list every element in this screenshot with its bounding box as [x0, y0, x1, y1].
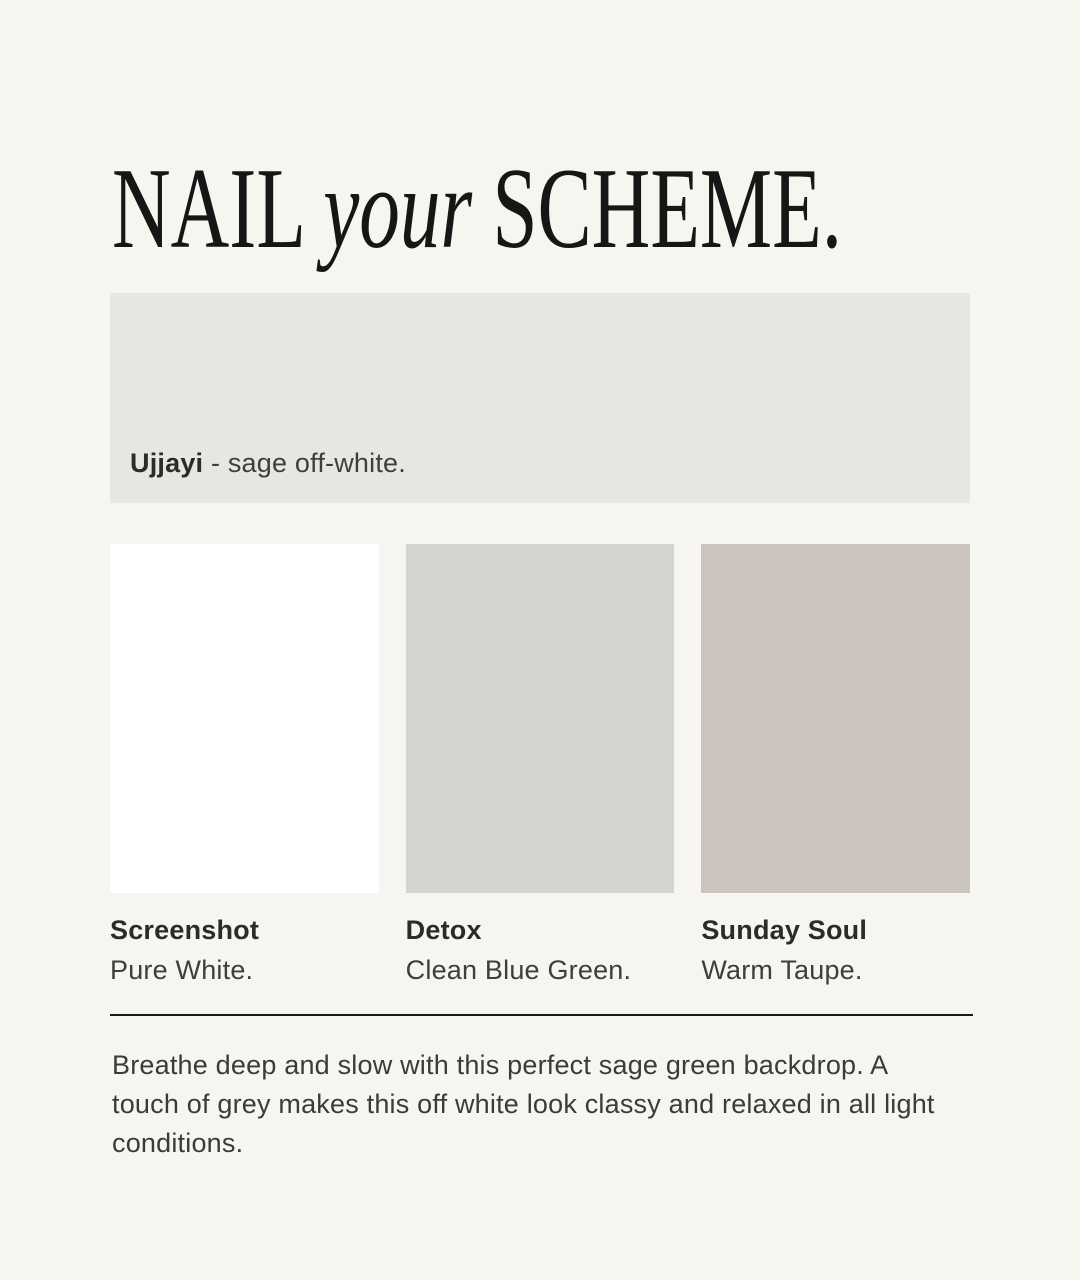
swatch-name: Screenshot [110, 915, 260, 945]
swatch-name: Sunday Soul [701, 915, 868, 945]
palette-row [110, 544, 970, 986]
description-paragraph: Breathe deep and slow with this perfect sage green backdrop. A touch of grey makes this off white look classy and relaxed in all light conditions. [112, 1050, 935, 1158]
hero-swatch-name: Ujjayi [130, 448, 204, 478]
palette-item [110, 544, 379, 986]
divider [110, 1014, 973, 1016]
swatch-description: Warm Taupe. [701, 955, 863, 985]
swatch-description: Pure White. [110, 955, 254, 985]
title-segment-nail: NAIL [112, 145, 303, 273]
color-swatch-pure-white [110, 544, 379, 893]
title-segment-your: your [323, 145, 473, 273]
color-swatch-warm-taupe [701, 544, 970, 893]
swatch-description: Clean Blue Green. [405, 955, 632, 985]
swatch-name: Detox [405, 915, 482, 945]
palette-item [701, 544, 970, 986]
color-swatch-clean-blue-green [406, 544, 675, 893]
hero-swatch-label [130, 448, 406, 479]
hero-color-swatch [110, 293, 970, 503]
hero-swatch-separator: - [210, 448, 221, 478]
title-segment-scheme: SCHEME. [492, 145, 843, 273]
page-title [112, 145, 843, 273]
palette-item [406, 544, 675, 986]
hero-swatch-description: sage off-white. [227, 448, 406, 478]
